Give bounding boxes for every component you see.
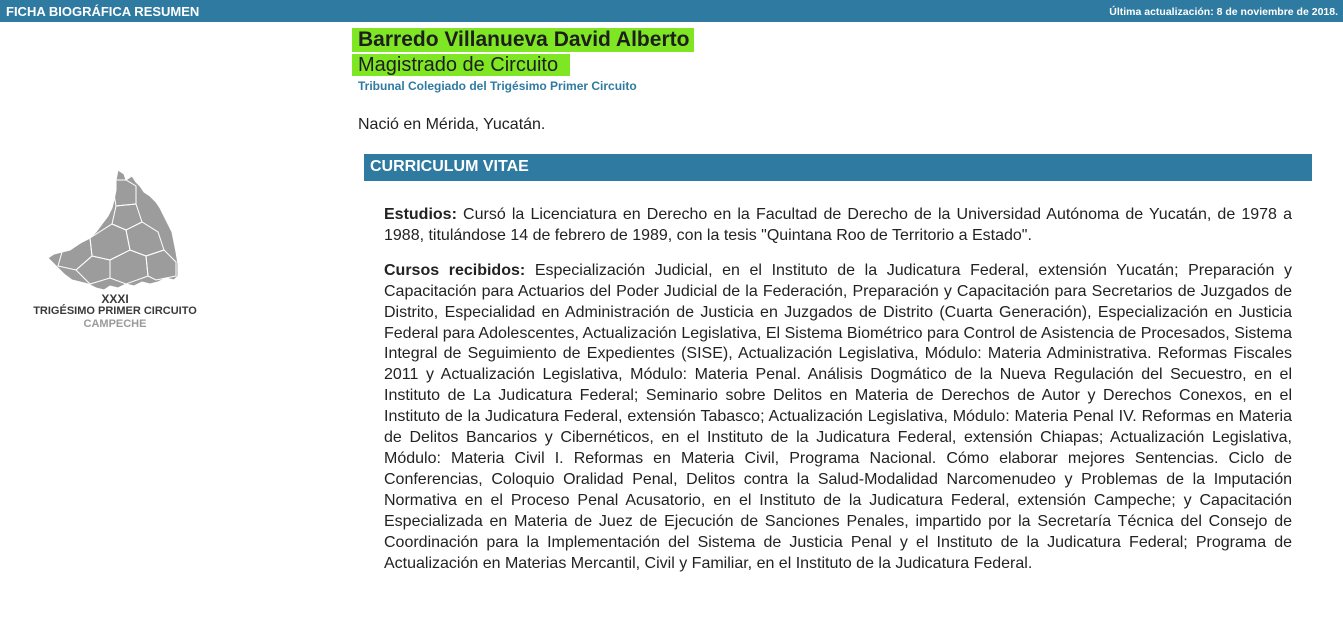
cv-heading: CURRICULUM VITAE <box>370 158 529 175</box>
circuit-state: CAMPECHE <box>83 318 147 330</box>
judge-position: Magistrado de Circuito <box>352 54 570 76</box>
birthplace: Nació en Mérida, Yucatán. <box>358 116 546 133</box>
page-title: FICHA BIOGRÁFICA RESUMEN <box>6 4 200 19</box>
courses-label: Cursos recibidos: <box>384 261 526 279</box>
judge-name: Barredo Villanueva David Alberto <box>352 28 694 52</box>
courses-paragraph <box>384 261 1292 575</box>
campeche-map-icon <box>46 166 186 292</box>
studies-label: Estudios: <box>384 206 457 223</box>
last-update-text: Última actualización: 8 de noviembre de 2018. <box>1109 6 1338 18</box>
studies-text: Cursó la Licenciatura en Derecho en la Facultad de Derecho de la Universidad Autónoma de Yucatán, de 1978 a 1988, titulándose 14 de febrero de 1989, con la tesis "Quintana Roo de Territorio a Estado". <box>384 206 1292 244</box>
header-bar <box>0 0 1343 22</box>
cv-content <box>384 205 1292 588</box>
court-name: Tribunal Colegiado del Trigésimo Primer Circuito <box>358 79 637 93</box>
circuit-number: XXXI <box>101 292 129 306</box>
studies-paragraph <box>384 205 1292 247</box>
circuit-name: TRIGÉSIMO PRIMER CIRCUITO <box>33 305 197 317</box>
courses-text: Especialización Judicial, en el Instituto de la Judicatura Federal, extensión Yucatán; Preparación y Capacitación para Actuarios del Poder Judicial de la Federación, Preparación y Capacitación para Secretarios de Juzgados de Distrito, Especialidad en Administración de Justicia en Juzgados de Distrito (Cuarta Generación), Especialización en Justicia Federal para Adolescentes, Actualización Legislativa, El Sistema Biométrico para Control de Asistencia de Procesados, Sistema Integral de Seguimiento de Expedientes (SISE), Actualización Legislativa, Módulo: Materia Administrativa. Reformas Fiscales 2011 y Actualización Legislativa, Módulo: Materia Penal. Análisis Dogmático de la Nueva Regulación del Secuestro, en el Instituto de La Judicatura Federal; Seminario sobre Delitos en Materia de Derechos de Autor y Derechos Conexos, en el Instituto de la Judicatura Federal, extensión Tabasco; Actualización Legislativa, Módulo: Materia Penal IV. Reformas en Materia de Delitos Bancarios y Cibernéticos, en el Instituto de la Judicatura Federal, extensión Chiapas; Actualización Legislativa, Módulo: Materia Civil I. Reformas en Materia Civil, Programa Nacional. Cómo elaborar mejores Sentencias. Ciclo de Conferencias, Coloquio Oralidad Penal, Delitos contra la Salud-Modalidad Narcomenudeo y Problemas de la Imputación Normativa en el Proceso Penal Acusatorio, en el Instituto de la Judicatura Federal, extensión Campeche; y Capacitación Especializada en Materia de Juez de Ejecución de Sanciones Penales, impartido por la Secretaría Técnica del Consejo de Coordinación para la Implementación del Sistema de Justicia Penal y el Instituto de la Judicatura Federal; Programa de Actualización en Materias Mercantil, Civil y Familiar, en el Instituto de la Judicatura Federal. <box>384 261 1293 572</box>
cv-heading-bar <box>364 154 1312 181</box>
